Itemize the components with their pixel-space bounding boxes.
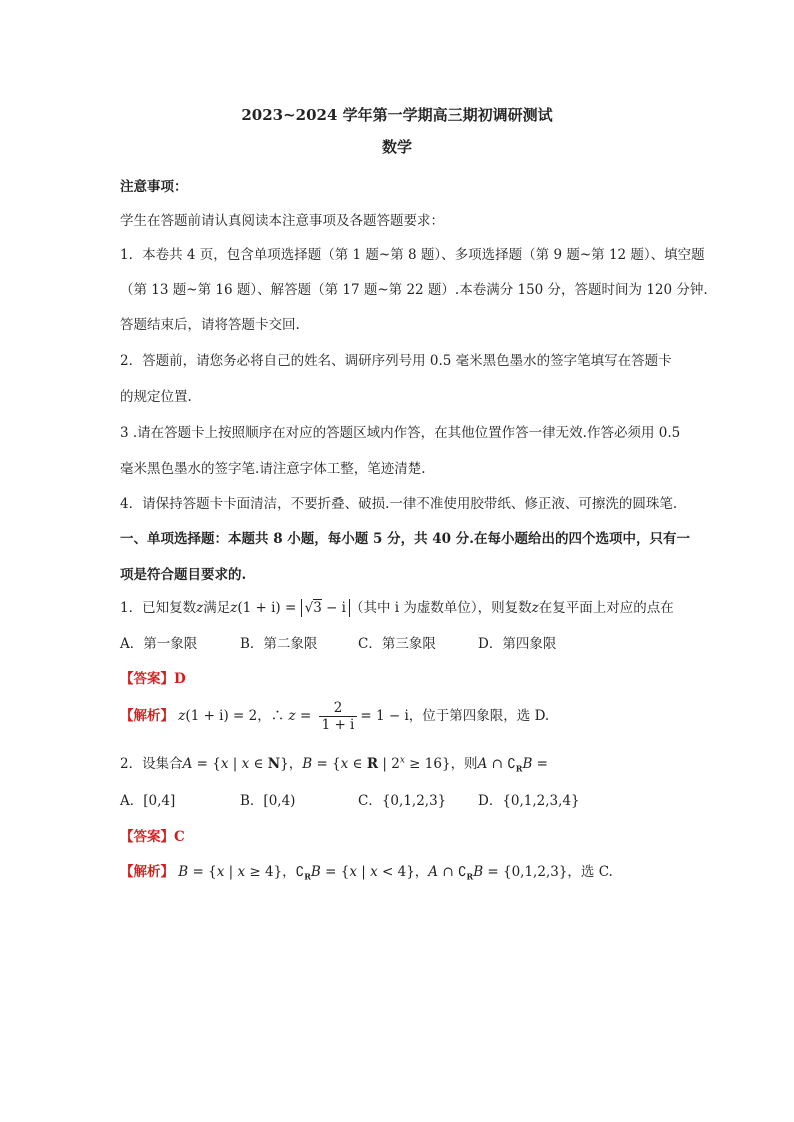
q1-option-c: C．第三象限 [358, 636, 436, 652]
note-3-line-2: 毫米黑色墨水的签字笔.请注意字体工整，笔迹清楚. [120, 461, 426, 477]
question-2-suffix: ，则 [450, 756, 478, 772]
subject-title: 数学 [381, 138, 412, 156]
note-3-line-1: 3 .请在答题卡上按照顺序在对应的答题区域内作答，在其他位置作答一律无效.作答必须用 0.5 [120, 425, 681, 441]
q2-option-b: B．[0,4) [240, 793, 296, 809]
q2-option-c: C．{0,1,2,3} [358, 793, 447, 809]
note-2-line-1: 2．答题前，请您务必将自己的姓名、调研序列号用 0.5 毫米黑色墨水的签字笔填写在答题卡 [120, 353, 672, 369]
q2-analysis-end: ，选 C. [567, 864, 613, 880]
question-1-paren: （其中 i 为虚数单位），则复数 [350, 600, 532, 616]
q1-analysis-label: 【解析】 [120, 708, 174, 724]
q1-analysis-text: ，位于第四象限，选 D. [408, 708, 550, 724]
note-1-line-3: 答题结束后，请将答题卡交回. [120, 317, 300, 333]
section-1-line-1: 一、单项选择题：本题共 8 小题，每小题 5 分，共 40 分.在每小题给出的四个选项中，只有一 [120, 531, 690, 547]
note-2-line-2: 的规定位置. [120, 389, 192, 405]
question-1-prefix: 1．已知复数 [120, 600, 197, 616]
note-1-line-1: 1．本卷共 4 页，包含单项选择题（第 1 题~第 8 题）、多项选择题（第 9 题~第 12 题）、填空题 [120, 247, 705, 263]
q2-option-d: D．{0,1,2,3,4} [478, 793, 580, 809]
q1-option-d: D．第四象限 [478, 636, 557, 652]
q2-analysis-label: 【解析】 [120, 864, 174, 880]
q2-option-a: A．[0,4] [120, 793, 176, 809]
q1-analysis: 【解析】 z(1 + i) = 2，∴ z = $\frac{2}{1 + i}$ = 1 − i，位于第四象限，选 D. [120, 700, 550, 733]
question-2-prefix: 2．设集合 [120, 756, 183, 772]
q1-answer [120, 667, 186, 687]
q2-answer-value: C [174, 829, 185, 845]
exam-title: 2023~2024 学年第一学期高三期初调研测试 [241, 106, 553, 124]
q1-answer-label: 【答案】 [120, 671, 174, 687]
q2-answer-label: 【答案】 [120, 829, 174, 845]
q2-answer [120, 825, 185, 845]
note-1-line-2: （第 13 题~第 16 题）、解答题（第 17 题~第 22 题）.本卷满分 150 分，答题时间为 120 分钟. [120, 282, 708, 298]
q1-option-a: A．第一象限 [120, 636, 198, 652]
notes-intro: 学生在答题前请认真阅读本注意事项及各题答题要求： [120, 213, 444, 229]
question-1-mid: 满足 [203, 600, 231, 616]
question-1-stem: 1．已知复数z满足z(1 + i) = √3 − i （其中 i 为虚数单位），则复数z在复平面上对应的点在 [120, 600, 674, 616]
q1-answer-value: D [174, 671, 186, 687]
q1-option-b: B．第二象限 [240, 636, 318, 652]
question-1-suffix: 在复平面上对应的点在 [538, 600, 674, 616]
note-4: 4．请保持答题卡卡面清洁，不要折叠、破损.一律不准使用胶带纸、修正液、可擦洗的圆珠笔. [120, 496, 678, 512]
q2-analysis: 【解析】 B = {x | x ≥ 4}，$∁_RB = \{x$ | x < 4}，A ∩ $∁_RB = \{0,1,2,3\}$，选 C. [120, 864, 613, 882]
section-1-line-2: 项是符合题目要求的. [120, 567, 247, 583]
question-2-stem: 2．设集合A = {x | x ∈ N}，B = {x ∈ R | $2^x \ge 16$}，则A ∩ $∁_RB$ = [120, 755, 548, 774]
notes-heading: 注意事项： [120, 179, 188, 195]
